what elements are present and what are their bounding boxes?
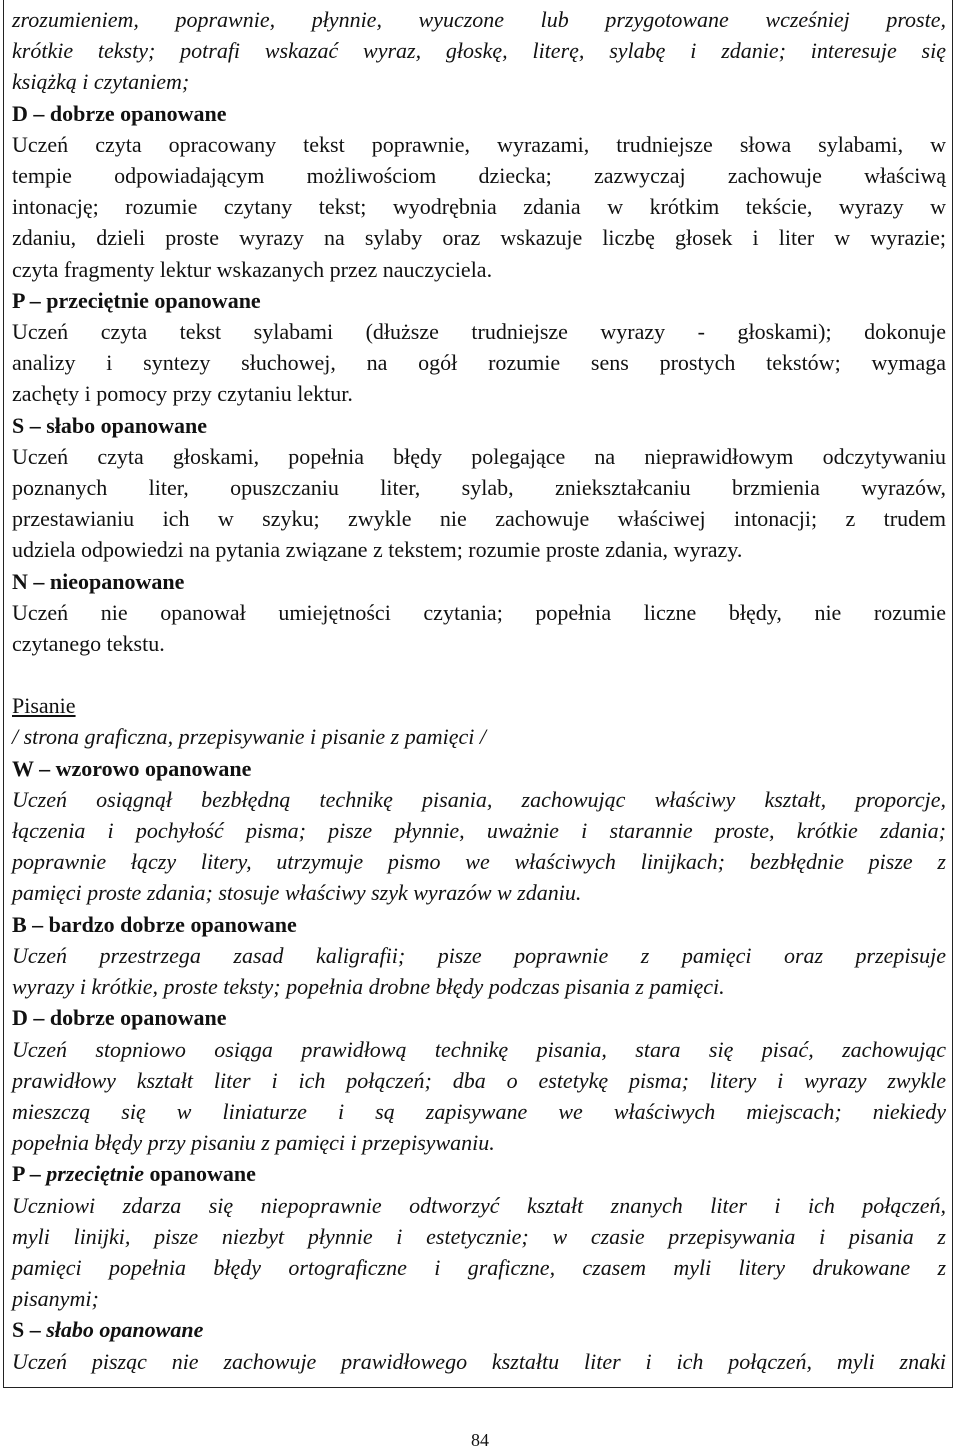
text-line: wyrazy i krótkie, proste teksty; popełnia drobne błędy podczas pisania z pamięci. <box>12 974 725 1000</box>
page-number: 84 <box>471 1430 489 1450</box>
level-heading <box>12 1314 946 1345</box>
section-spacer <box>12 659 946 690</box>
level-heading-prefix: P – <box>12 1161 47 1187</box>
text-line: książką i czytaniem; <box>12 69 190 95</box>
text-line: pamięci proste zdania; stosuje właściwy szyk wyrazów w zdaniu. <box>12 880 582 906</box>
section-title <box>12 690 946 721</box>
section-title-text: Pisanie <box>12 693 76 719</box>
level-heading-italic: słabo opanowane <box>46 1317 204 1343</box>
level-heading <box>12 1158 946 1189</box>
level-heading: D – dobrze opanowane <box>12 100 227 126</box>
text-line: prawidłowy kształt liter i ich połączeń; dba o estetykę pisma; litery i wyrazy zwykle <box>12 1067 946 1093</box>
level-heading: P – przeciętnie opanowane <box>12 287 261 313</box>
text-line: Uczeń czyta głoskami, popełnia błędy polegające na nieprawidłowym odczytywaniu <box>12 443 946 469</box>
level-heading-suffix: opanowane <box>144 1161 256 1187</box>
text-line: Uczniowi zdarza się niepoprawnie odtworzyć kształt znanych liter i ich połączeń, <box>12 1192 946 1218</box>
text-line: Uczeń pisząc nie zachowuje prawidłowego kształtu liter i ich połączeń, myli znaki <box>12 1348 946 1374</box>
text-line: poznanych liter, opuszczaniu liter, sylab, zniekształcaniu brzmienia wyrazów, <box>12 475 946 501</box>
level-heading: B – bardzo dobrze opanowane <box>12 911 297 937</box>
level-heading: D – dobrze opanowane <box>12 1005 227 1031</box>
text-line: Uczeń czyta opracowany tekst poprawnie, wyrazami, trudniejsze słowa sylabami, w <box>12 131 946 157</box>
text-line: udziela odpowiedzi na pytania związane z tekstem; rozumie proste zdania, wyrazy. <box>12 537 743 563</box>
text-line: poprawnie łączy litery, utrzymuje pismo we właściwych linijkach; bezbłędnie pisze z <box>12 849 946 875</box>
text-line: zrozumieniem, poprawnie, płynnie, wyuczone lub przygotowane wcześniej proste, <box>12 7 946 32</box>
level-heading-prefix: S – <box>12 1317 47 1343</box>
text-line: Uczeń stopniowo osiąga prawidłową technikę pisania, stara się pisać, zachowując <box>12 1036 946 1062</box>
text-line: tempie odpowiadającym możliwościom dziecka; zazwyczaj zachowuje właściwą <box>12 163 946 189</box>
text-line: przestawianiu ich w szyku; zwykle nie zachowuje właściwej intonacji; z trudem <box>12 506 946 532</box>
text-line: analizy i syntezy słuchowej, na ogół rozumie sens prostych tekstów; wymaga <box>12 350 946 376</box>
level-heading-italic: przeciętnie <box>46 1161 144 1187</box>
text-line: mieszczą się w liniaturze i są zapisywane we właściwych miejscach; niekiedy <box>12 1098 946 1124</box>
text-line: Uczeń czyta tekst sylabami (dłuższe trudniejsze wyrazy - głoskami); dokonuje <box>12 319 946 345</box>
section-subtitle: / strona graficzna, przepisywanie i pisanie z pamięci / <box>12 724 486 750</box>
text-line: myli linijki, pisze niezbyt płynnie i estetycznie; w czasie przepisywania i pisania z <box>12 1223 946 1249</box>
level-heading: N – nieopanowane <box>12 568 185 594</box>
text-line: Uczeń nie opanował umiejętności czytania; popełnia liczne błędy, nie rozumie <box>12 599 946 625</box>
text-line: zachęty i pomocy przy czytaniu lektur. <box>12 381 353 407</box>
text-line: łączenia i pochyłość pisma; pisze płynnie, uważnie i starannie proste, krótkie zdania; <box>12 818 946 844</box>
text-line: popełnia błędy przy pisaniu z pamięci i przepisywaniu. <box>12 1130 495 1156</box>
text-line: zdaniu, dzieli proste wyrazy na sylaby oraz wskazuje liczbę głosek i liter w wyrazie; <box>12 225 946 251</box>
text-line: pamięci popełnia błędy ortograficzne i graficzne, czasem myli litery drukowane z <box>12 1254 946 1280</box>
text-line: czytanego tekstu. <box>12 631 165 657</box>
text-line: intonację; rozumie czytany tekst; wyodrębnia zdania w krótkim tekście, wyrazy w <box>12 194 946 220</box>
level-heading: S – słabo opanowane <box>12 412 208 438</box>
page-content <box>12 4 946 1377</box>
text-line: pisanymi; <box>12 1286 99 1312</box>
level-heading: W – wzorowo opanowane <box>12 755 252 781</box>
text-line: krótkie teksty; potrafi wskazać wyraz, głoskę, literę, sylabę i zdanie; interesuje się <box>12 38 946 64</box>
text-line: Uczeń osiągnął bezbłędną technikę pisania, zachowując właściwy kształt, proporcje, <box>12 786 946 812</box>
text-line: Uczeń przestrzega zasad kaligrafii; pisze poprawnie z pamięci oraz przepisuje <box>12 942 946 968</box>
text-line: czyta fragmenty lektur wskazanych przez nauczyciela. <box>12 256 493 282</box>
